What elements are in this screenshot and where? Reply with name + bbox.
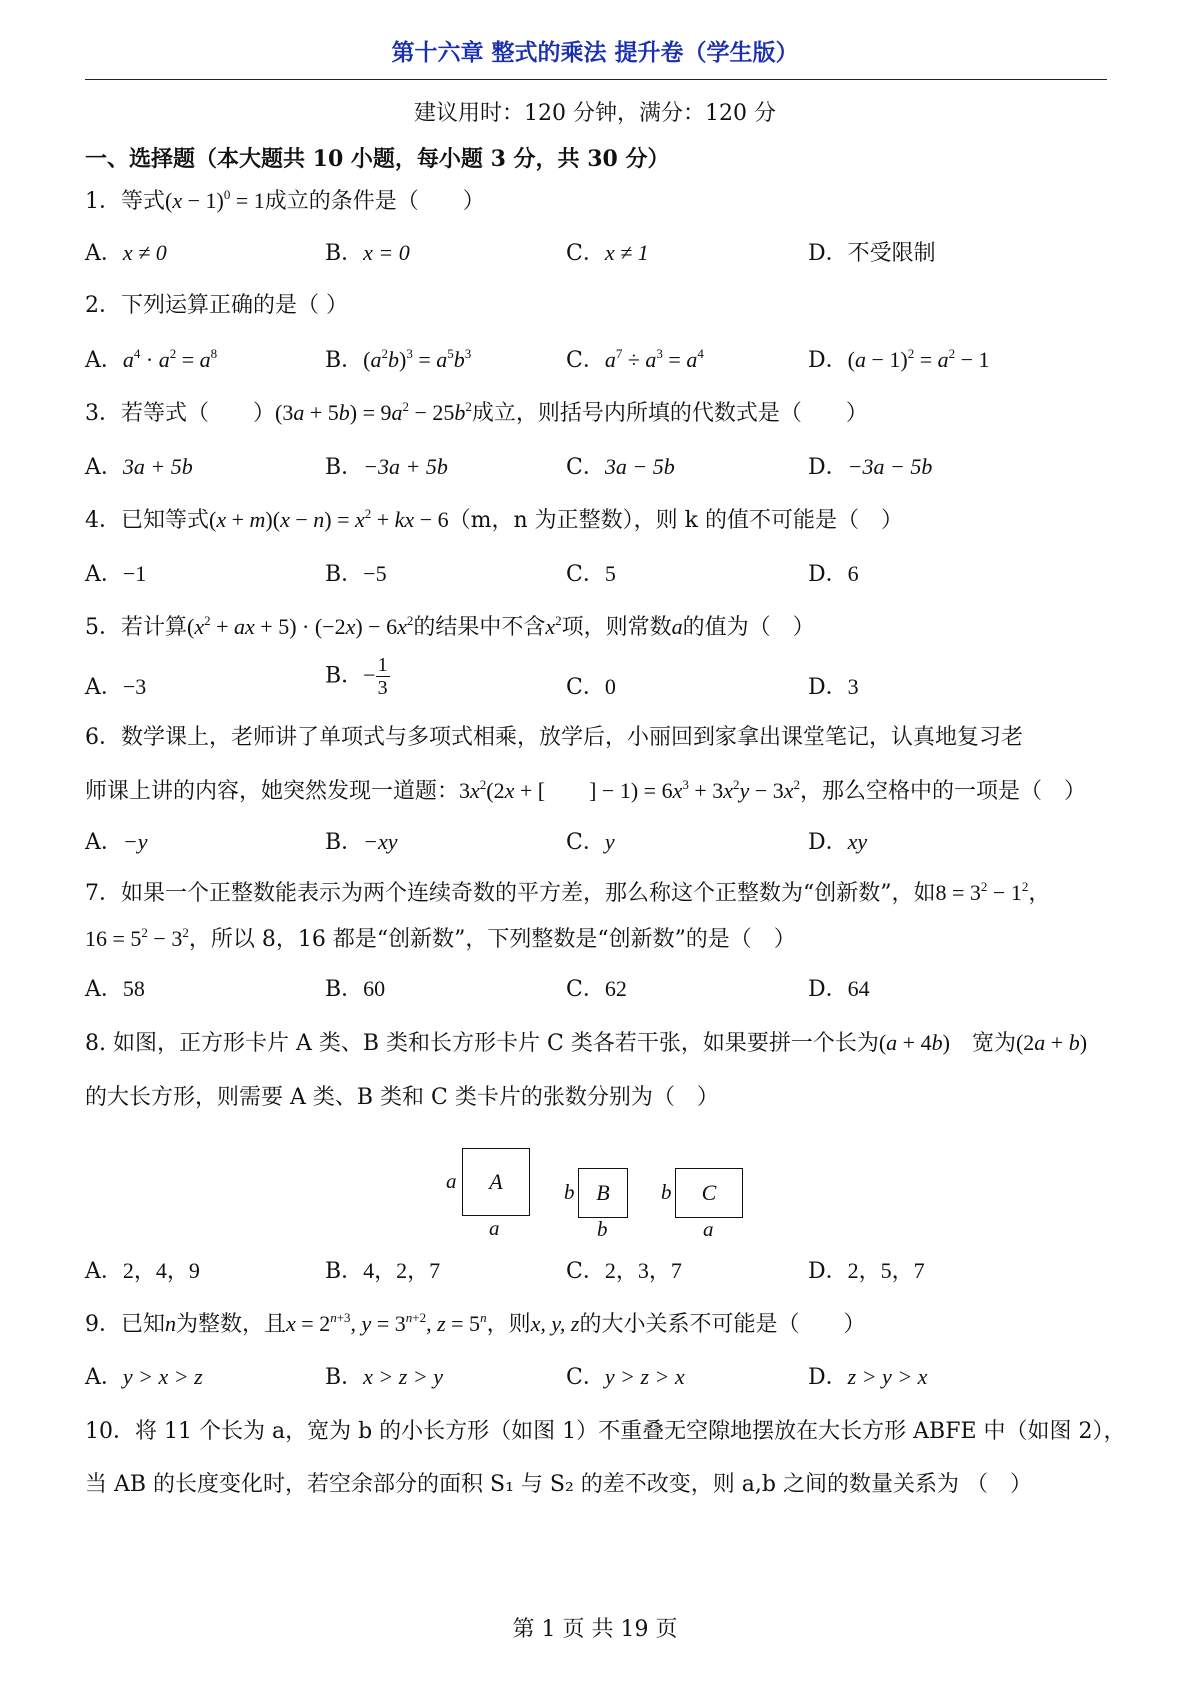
q4-option-a[interactable]: A．−1 bbox=[85, 561, 147, 587]
question-8-line-2: 的大长方形，则需要 A 类、B 类和 C 类卡片的张数分别为（ ） bbox=[85, 1085, 719, 1110]
q9-option-d[interactable]: D．z > y > x bbox=[808, 1364, 928, 1390]
q4-option-b[interactable]: B．−5 bbox=[325, 561, 387, 587]
question-5-stem: 5．若计算($x^2$ + ax + $5) \cdot (-2x) - 6x^2$的结果中不含$x^2$项，则常数a的值为（ ） bbox=[85, 613, 815, 640]
q2-option-d[interactable]: D．$(a - 1)^2 = a^2 - 1$ bbox=[808, 346, 990, 373]
q6-option-c[interactable]: C．y bbox=[566, 829, 615, 855]
q7-option-c[interactable]: C．62 bbox=[566, 976, 627, 1002]
q4-option-d[interactable]: D．6 bbox=[808, 561, 859, 587]
title-divider bbox=[85, 79, 1107, 80]
q6-formula: $3x^2(2x$ + [ ] − $1) = 6x^3 + 3x^2y - 3x^2$ bbox=[459, 777, 800, 803]
q9-option-c[interactable]: C．y > z > x bbox=[566, 1364, 685, 1390]
card-a-bottom-label: a bbox=[489, 1216, 500, 1240]
q5-option-d[interactable]: D．3 bbox=[808, 674, 859, 700]
time-and-score: 建议用时：120 分钟，满分：120 分 bbox=[414, 101, 776, 126]
q6-option-b[interactable]: B．−xy bbox=[325, 829, 398, 855]
card-b-bottom-label: b bbox=[597, 1217, 608, 1241]
q8-option-b[interactable]: B．4，2，7 bbox=[325, 1258, 441, 1284]
card-a-side-label: a bbox=[446, 1169, 457, 1193]
q9-formula: $x = 2^{n+3}$, $y = 3^{n+2}$, $z = 5^n$ bbox=[286, 1310, 487, 1336]
question-1-stem: 1．等式$(x - 1)^0 = 1$成立的条件是（ ） bbox=[85, 187, 485, 214]
q8-option-a[interactable]: A．2，4，9 bbox=[85, 1258, 200, 1284]
question-7-line-1: 7．如果一个正整数能表示为两个连续奇数的平方差，那么称这个正整数为“创新数”，如$8 = 3^2 - 1^2$， bbox=[85, 879, 1051, 906]
q2-option-c[interactable]: C．$a^7 \div a^3 = a^4$ bbox=[566, 346, 704, 373]
question-7-line-2: $16 = 5^2 - 3^2$，所以 8，16 都是“创新数”，下列整数是“创新数”的是（ ） bbox=[85, 925, 796, 952]
q5-option-a[interactable]: A．−3 bbox=[85, 674, 147, 700]
q5-option-c[interactable]: C．0 bbox=[566, 674, 616, 700]
card-b-side-label: b bbox=[564, 1180, 575, 1204]
q2-option-b[interactable]: B．$(a^2b)^3 = a^5b^3$ bbox=[325, 346, 472, 373]
q4-option-c[interactable]: C．5 bbox=[566, 561, 616, 587]
card-a-square: A bbox=[462, 1148, 530, 1216]
question-10-line-1: 10．将 11 个长为 a，宽为 b 的小长方形（如图 1）不重叠无空隙地摆放在大长方形 ABFE 中（如图 2）， bbox=[85, 1419, 1126, 1444]
q4-formula: $(x + m)(x - n) = x^2$ + kx − 6 bbox=[209, 506, 449, 532]
q1-option-a[interactable]: A．x ≠ 0 bbox=[85, 240, 167, 266]
card-b-square: B bbox=[578, 1168, 628, 1218]
q8-option-d[interactable]: D．2，5，7 bbox=[808, 1258, 925, 1284]
q1-option-c[interactable]: C．x ≠ 1 bbox=[566, 240, 649, 266]
question-3-stem: 3．若等式（ ）$(3a + 5b) = 9a^2 - 25b^2$成立，则括号内所填的代数式是（ ） bbox=[85, 399, 868, 426]
q8-option-c[interactable]: C．2，3，7 bbox=[566, 1258, 682, 1284]
card-c-side-label: b bbox=[661, 1180, 672, 1204]
q5-formula: ($x^2$ + ax + $5) \cdot (-2x) - 6x^2$ bbox=[187, 613, 414, 639]
page-title: 第十六章 整式的乘法 提升卷（学生版） bbox=[391, 40, 799, 66]
q1-option-b[interactable]: B．x = 0 bbox=[325, 240, 410, 266]
q3-option-c[interactable]: C．3a − 5b bbox=[566, 454, 675, 480]
q7-option-d[interactable]: D．64 bbox=[808, 976, 870, 1002]
q3-option-b[interactable]: B．−3a + 5b bbox=[325, 454, 448, 480]
q2-option-a[interactable]: A．$a^4 \cdot a^2 = a^8$ bbox=[85, 346, 218, 373]
q5-option-b[interactable]: B．− $\frac{1}{3}$ bbox=[325, 654, 388, 699]
question-10-line-2: 当 AB 的长度变化时，若空余部分的面积 S₁ 与 S₂ 的差不改变，则 a,b 之间的数量关系为 （ ） bbox=[85, 1472, 1032, 1497]
question-6-line-1: 6．数学课上，老师讲了单项式与多项式相乘，放学后，小丽回到家拿出课堂笔记，认真地复习老 bbox=[85, 725, 1024, 750]
one-third-fraction: $\frac{1}{3}$ bbox=[377, 654, 388, 699]
question-8-line-1: 8. 如图，正方形卡片 A 类、B 类和长方形卡片 C 类各若干张，如果要拼一个长为(a + 4b) 宽为(2a + b) bbox=[85, 1030, 1088, 1056]
section-heading: 一、选择题（本大题共 10 小题，每小题 3 分，共 30 分） bbox=[85, 146, 670, 172]
q7-option-a[interactable]: A．58 bbox=[85, 976, 145, 1002]
question-2-stem: 2．下列运算正确的是（ ） bbox=[85, 293, 348, 318]
q6-option-d[interactable]: D．xy bbox=[808, 829, 868, 855]
page-footer: 第 1 页 共 19 页 bbox=[512, 1617, 678, 1642]
question-6-line-2: 师课上讲的内容，她突然发现一道题：$3x^2(2x$ + [ ] − $1) = 6x^3 + 3x^2y - 3x^2$，那么空格中的一项是（ ） bbox=[85, 777, 1086, 804]
q3-formula: $(3a + 5b) = 9a^2 - 25b^2$ bbox=[275, 399, 472, 425]
q7-option-b[interactable]: B．60 bbox=[325, 976, 386, 1002]
card-c-rectangle: C bbox=[675, 1168, 743, 1218]
q3-option-d[interactable]: D．−3a − 5b bbox=[808, 454, 933, 480]
q6-option-a[interactable]: A．−y bbox=[85, 829, 148, 855]
card-c-bottom-label: a bbox=[703, 1217, 714, 1241]
q1-formula: $(x - 1)^0 = 1$ bbox=[165, 187, 265, 213]
q9-option-b[interactable]: B．x > z > y bbox=[325, 1364, 443, 1390]
question-4-stem: 4．已知等式$(x + m)(x - n) = x^2$ + kx − 6（m，n 为正整数），则 k 的值不可能是（ ） bbox=[85, 506, 903, 533]
question-9-stem: 9．已知n为整数，且$x = 2^{n+3}$, $y = 3^{n+2}$, $z = 5^n$，则x, y, z的大小关系不可能是（ ） bbox=[85, 1310, 866, 1337]
q1-option-d[interactable]: D．不受限制 bbox=[808, 241, 936, 266]
q9-option-a[interactable]: A．y > x > z bbox=[85, 1364, 203, 1390]
q3-option-a[interactable]: A．3a + 5b bbox=[85, 454, 193, 480]
